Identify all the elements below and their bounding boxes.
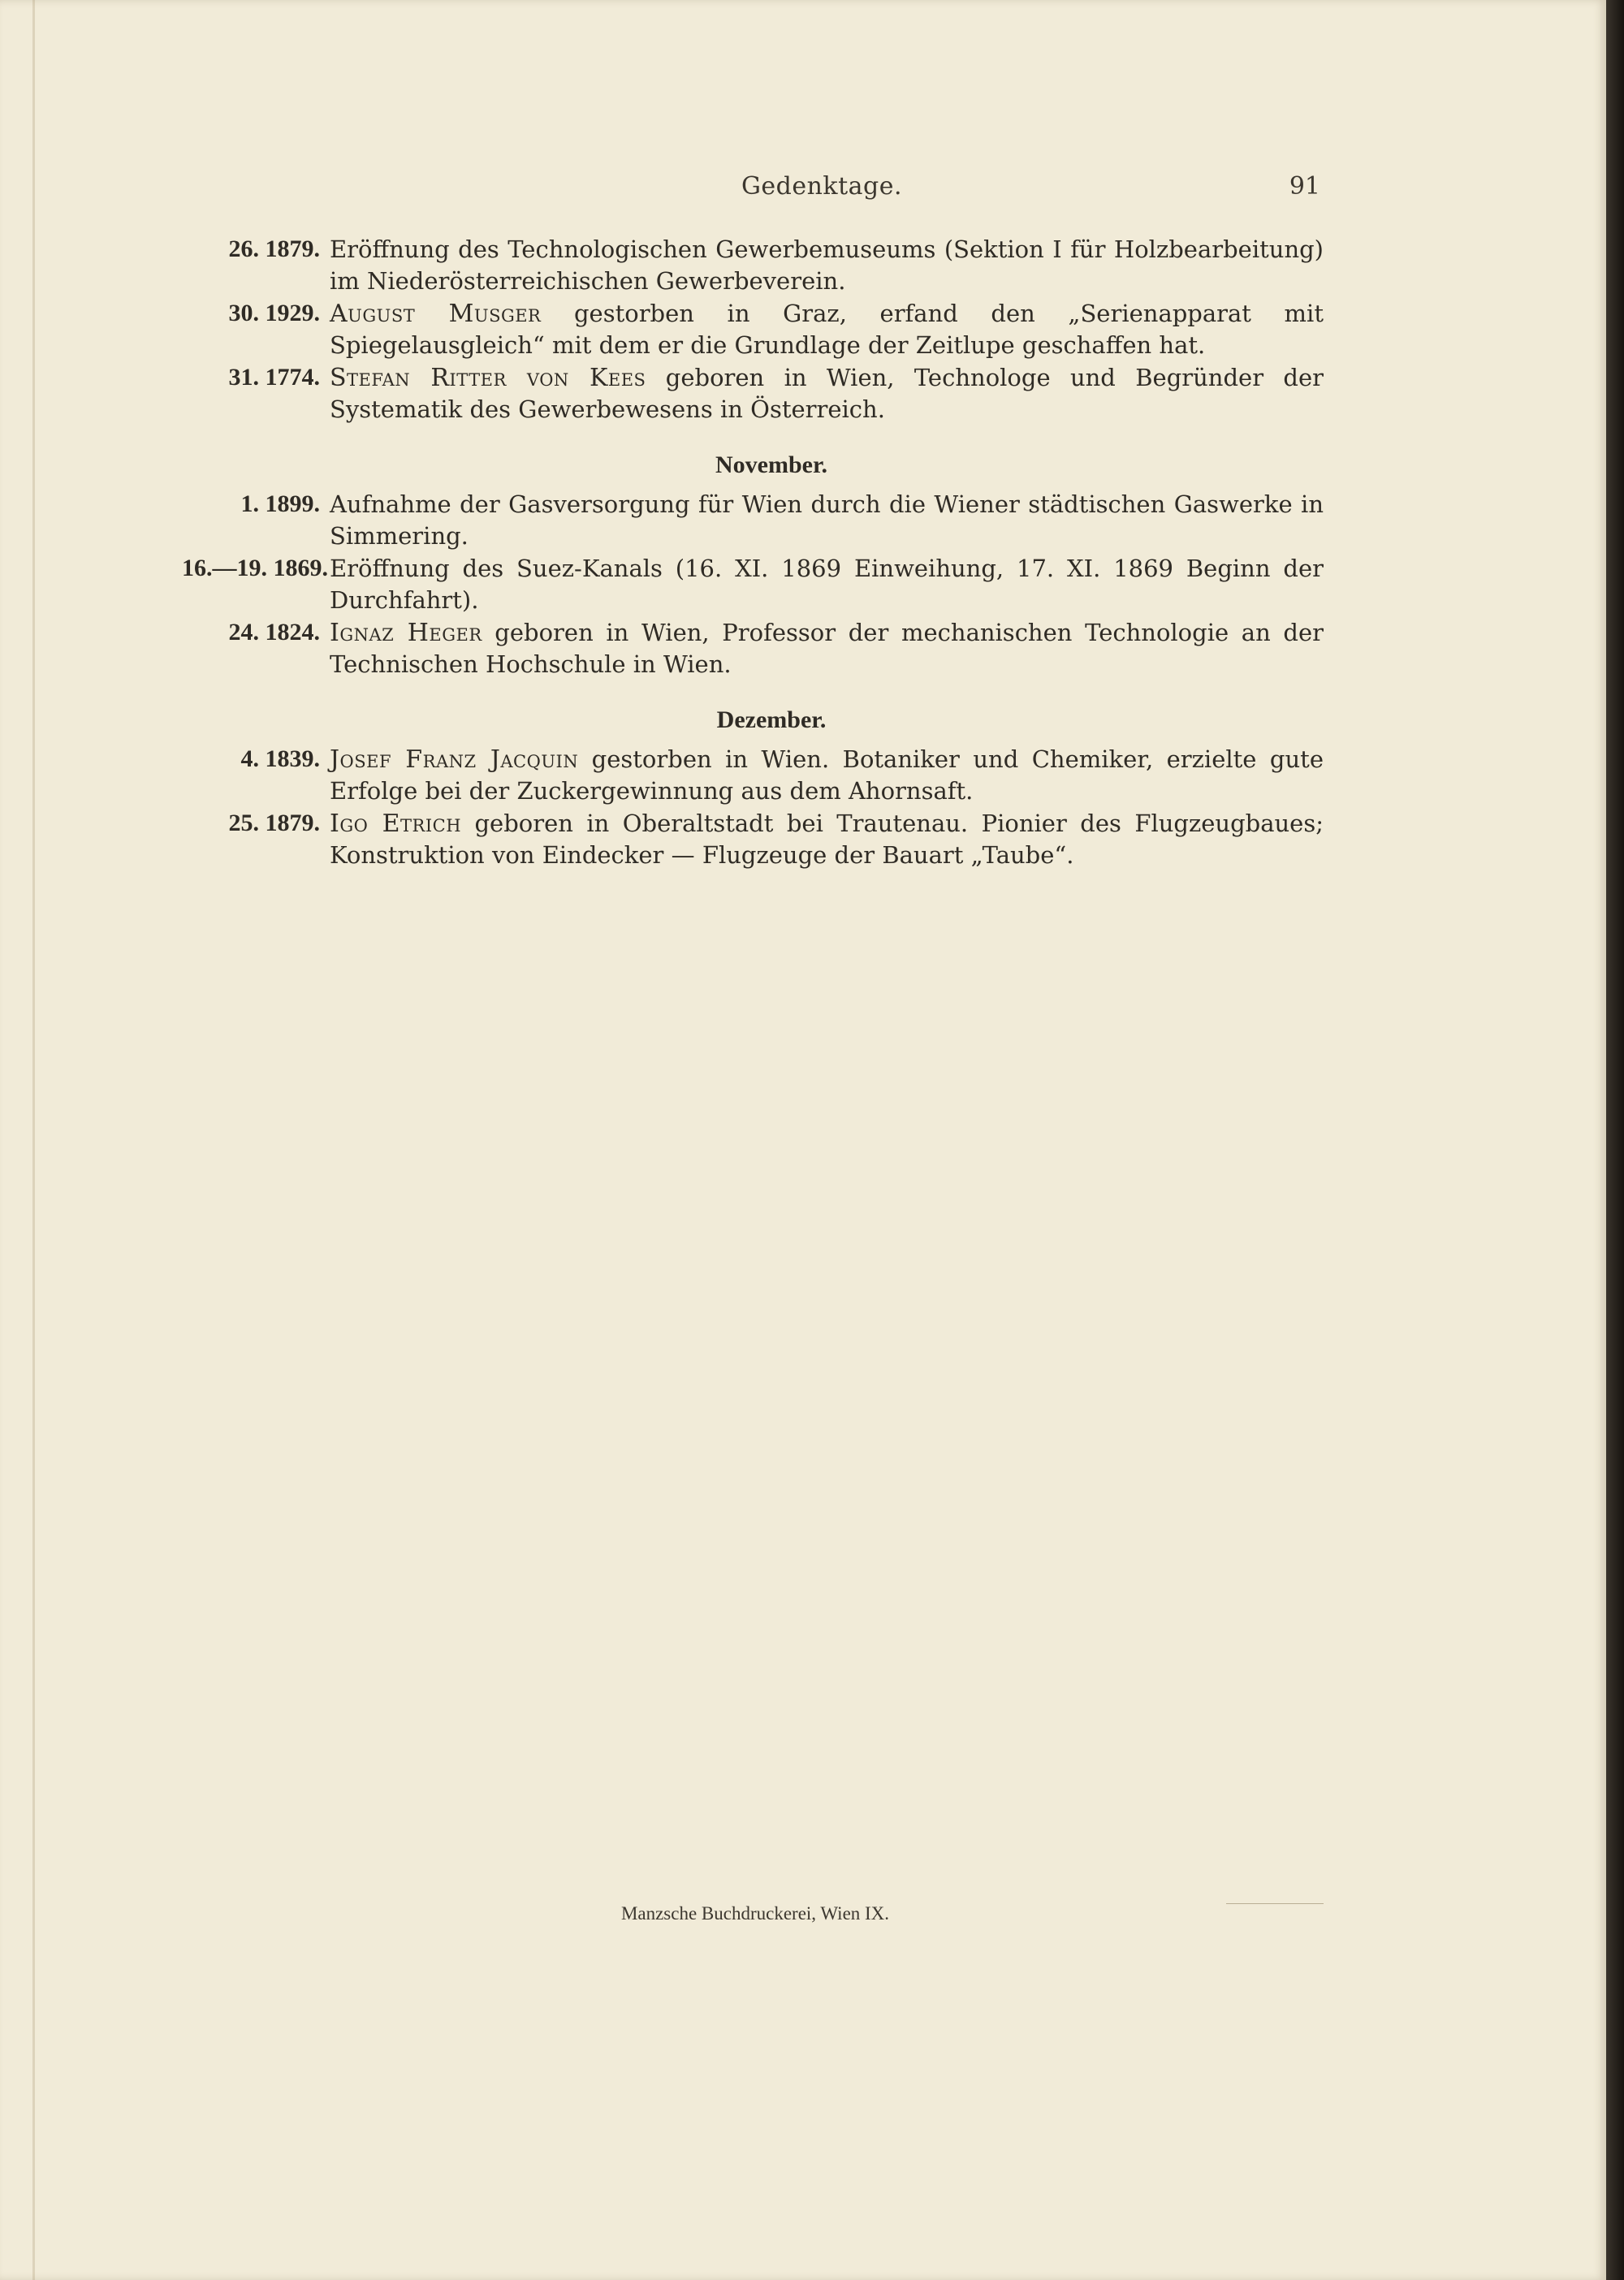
entry-25-1879 [187,808,1324,871]
entry-person-name: August Musger [330,300,542,328]
entry-date: 25. 1879. [228,810,320,836]
entry-date: 30. 1929. [228,300,320,326]
entry-text: Aufnahme der Gasversorgung für Wien durch die Wiener städtischen Gaswerke in Simmering. [330,490,1324,550]
page-content [182,234,1324,872]
entry-date: 16.—19. 1869. [182,555,328,581]
entry-text: Eröffnung des Suez-Kanals (16. XI. 1869 Einweihung, 17. XI. 1869 Beginn der Durchfahrt). [330,555,1324,614]
entry-26-1879 [187,234,1324,297]
page-gutter-mark [32,0,35,2280]
entry-text: Eröffnung des Technologischen Gewerbemuseums (Sektion I für Holzbearbeitung) im Niederösterreichischen Gewerbeverein. [330,235,1324,295]
page-number: 91 [1289,172,1320,201]
entry-text: gestorben in Graz, erfand den „Serienapparat mit Spiegelausgleich“ mit dem er die Grundlage der Zeitlupe geschaffen hat. [330,300,1324,359]
entry-person-name: Stefan Ritter von Kees [330,364,646,392]
entry-person-name: Igo Etrich [330,810,462,838]
entry-text: geboren in Wien, Professor der mechanischen Technologie an der Technischen Hochschule in Wien. [330,619,1324,678]
entry-person-name: Ignaz Heger [330,619,482,647]
entry-text: geboren in Oberaltstadt bei Trautenau. Pionier des Flugzeugbaues; Konstruktion von Eindecker — Flugzeuge der Bauart „Taube“. [330,810,1324,869]
entry-date: 4. 1839. [240,745,320,772]
page-header [323,172,1320,213]
month-heading-dezember: Dezember. [716,706,827,733]
entry-date: 1. 1899. [240,490,320,517]
month-heading-november: November. [715,451,828,478]
entry-date: 24. 1824. [228,619,320,646]
entry-16-19-1869 [182,553,1324,616]
scan-edge [1606,0,1624,2280]
entry-30-1929 [187,298,1324,361]
running-title: Gedenktage. [741,172,903,201]
entry-date: 26. 1879. [228,235,320,262]
entry-person-name: Josef Franz Jacquin [330,745,579,774]
entry-24-1824 [187,617,1324,680]
entry-31-1774 [187,362,1324,425]
entry-4-1839 [187,744,1324,807]
entry-1-1899 [187,489,1324,552]
entry-text: geboren in Wien, Technologe und Begründer der Systematik des Gewerbewesens in Österreich. [330,364,1324,423]
entry-date: 31. 1774. [228,364,320,391]
entry-text: gestorben in Wien. Botaniker und Chemiker, erzielte gute Erfolge bei der Zuckergewinnung aus dem Ahornsaft. [330,745,1324,805]
printer-imprint: Manzsche Buchdruckerei, Wien IX. [620,1903,890,1924]
